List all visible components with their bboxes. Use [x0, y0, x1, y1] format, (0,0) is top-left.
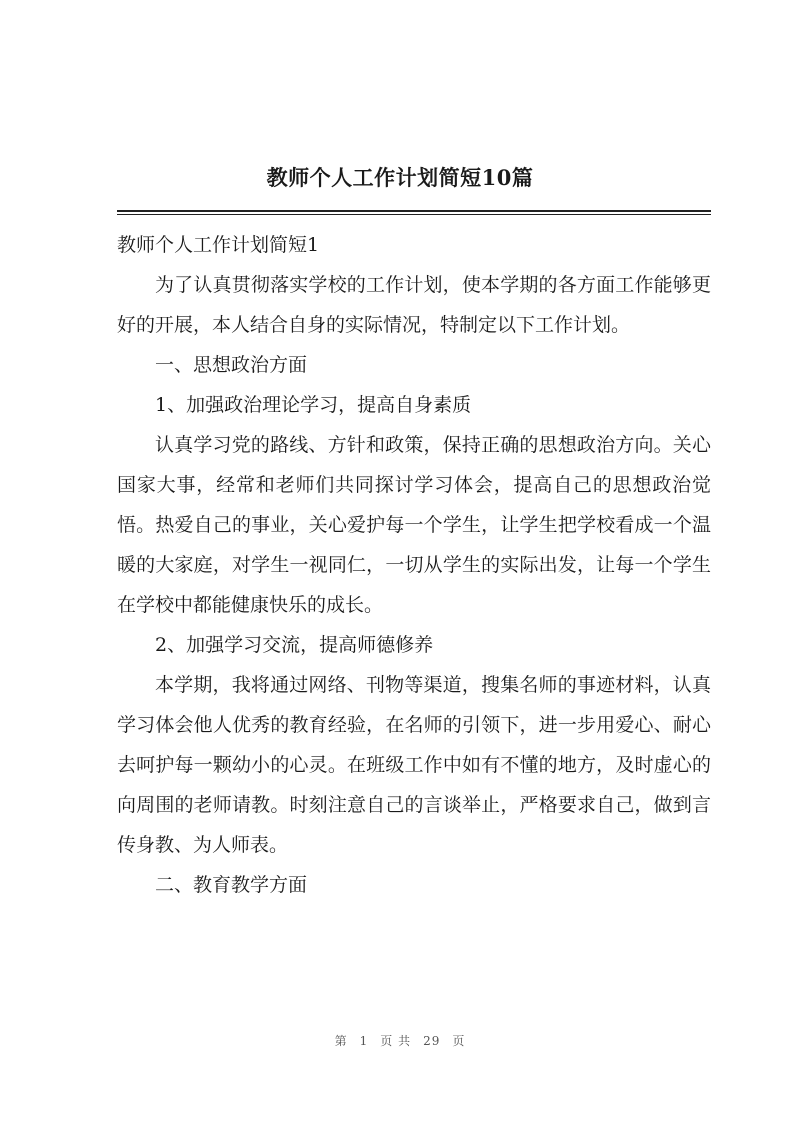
paragraph: 为了认真贯彻落实学校的工作计划，使本学期的各方面工作能够更好的开展，本人结合自身的实际情况，特制定以下工作计划。 — [117, 274, 711, 336]
paragraph: 认真学习党的路线、方针和政策，保持正确的思想政治方向。关心国家大事，经常和老师们共同探讨学习体会，提高自己的思想政治觉悟。热爱自己的事业，关心爱护每一个学生，让学生把学校看成一个温暖的大家庭，对学生一视同仁，一切从学生的实际出发，让每一个学生在学校中都能健康快乐的成长。 — [117, 434, 711, 616]
document-title: 教师个人工作计划简短10篇 — [266, 165, 534, 190]
title-divider-thick — [117, 210, 711, 212]
footer-label-end: 页 — [452, 1034, 466, 1048]
subheading-ideology: 一、思想政治方面 — [155, 354, 308, 376]
title-divider-thin — [117, 214, 711, 215]
page-footer — [0, 1032, 800, 1050]
paragraph: 本学期，我将通过网络、刊物等渠道，搜集名师的事迹材料，认真学习体会他人优秀的教育经验，在名师的引领下，进一步用爱心、耐心去呵护每一颗幼小的心灵。在班级工作中如有不懂的地方，及时虚心的向周围的老师请教。时刻注意自己的言谈举止，严格要求自己，做到言传身教、为人师表。 — [117, 674, 711, 856]
subheading-teaching: 二、教育教学方面 — [155, 874, 308, 896]
footer-label-page: 第 — [334, 1034, 348, 1048]
footer-current-page: 1 — [359, 1034, 369, 1048]
subheading-theory-study: 1、加强政治理论学习，提高自身素质 — [155, 394, 472, 416]
document-body — [117, 225, 711, 905]
subheading-exchange-study: 2、加强学习交流，提高师德修养 — [155, 634, 434, 656]
footer-label-of: 页 共 — [380, 1034, 412, 1048]
section-heading: 教师个人工作计划简短1 — [117, 234, 320, 256]
footer-total-pages: 29 — [423, 1034, 441, 1048]
